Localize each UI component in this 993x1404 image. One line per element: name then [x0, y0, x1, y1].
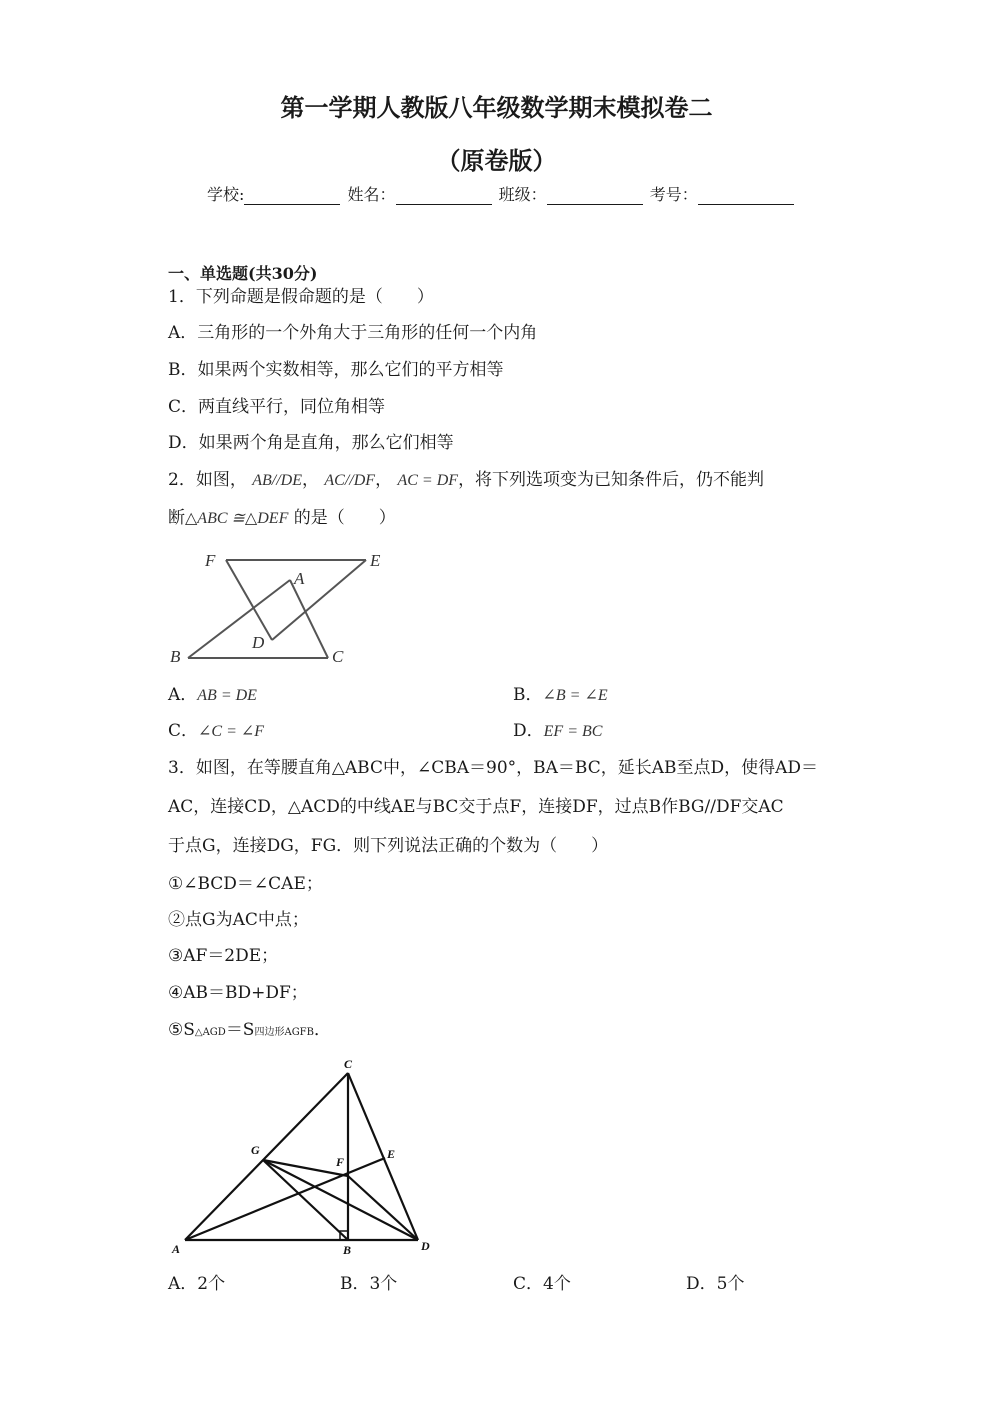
q3-option-a: A．2个	[168, 1274, 226, 1294]
q2-condition-1: AB//DE	[252, 472, 302, 489]
q3-s5-mid: ＝S	[225, 1020, 255, 1040]
q3-s5-sub1: △AGD	[194, 1027, 226, 1038]
q3-statement-2: ②点G为AC中点；	[168, 910, 309, 930]
segment-de	[272, 560, 366, 640]
label-g: G	[251, 1143, 260, 1157]
q3-line3: 于点G，连接DG，FG．则下列说法正确的个数为（ ）	[168, 836, 609, 856]
q1-stem: 1．下列命题是假命题的是（ ）	[168, 287, 434, 307]
label-f: F	[336, 1155, 345, 1169]
q1-option-c: C．两直线平行，同位角相等	[168, 397, 386, 417]
label-f: F	[205, 551, 216, 570]
q3-statement-3: ③AF＝2DE；	[168, 946, 279, 966]
school-blank[interactable]	[244, 186, 340, 205]
q2-line2	[168, 508, 396, 529]
q2-line1-text-b: ，将下列选项变为已知条件后，仍不能判	[458, 470, 765, 490]
q2-line1: 2．如图， AB//DE， AC//DF， AC = DF，将下列选项变为已知条件后，仍不能判	[168, 470, 765, 490]
q3-line2: AC，连接CD，△ACD的中线AE与BC交于点F，连接DF，过点B作BG//DF交AC	[168, 797, 784, 817]
q2-line2-text-a: 断	[168, 508, 185, 528]
segment-gd	[263, 1160, 418, 1240]
q3-option-b: B．3个	[340, 1274, 398, 1294]
school-label: 学校:	[207, 185, 245, 204]
q2-line1-text-a: 2．如图，	[168, 470, 247, 490]
page-title: 第一学期人教版八年级数学期末模拟卷二	[280, 93, 713, 122]
label-b: B	[170, 647, 181, 666]
q2-option-a	[168, 685, 257, 706]
q2-option-d-math: EF = BC	[543, 723, 603, 740]
exam-number-blank[interactable]	[698, 186, 794, 205]
section-heading: 一、单选题(共30分)	[168, 264, 318, 283]
q2-option-b-math: ∠B = ∠E	[542, 687, 608, 704]
q2-congruence: △ABC ≅△DEF	[185, 510, 289, 527]
segment-ac	[185, 1073, 348, 1240]
q1-option-d: D．如果两个角是直角，那么它们相等	[168, 433, 454, 453]
page-subtitle: （原卷版）	[436, 146, 557, 175]
q3-figure	[160, 1050, 450, 1260]
label-e: E	[387, 1147, 396, 1161]
q1-option-b: B．如果两个实数相等，那么它们的平方相等	[168, 360, 504, 380]
q2-option-c	[168, 721, 264, 742]
q2-option-a-math: AB = DE	[197, 687, 257, 704]
label-d: D	[421, 1239, 430, 1253]
q2-condition-2: AC//DF	[324, 472, 376, 489]
q3-s5-end: ．	[313, 1020, 331, 1040]
q2-figure	[160, 540, 400, 670]
name-label: 姓名：	[347, 185, 396, 204]
class-blank[interactable]	[547, 186, 643, 205]
segment-ba	[188, 580, 290, 658]
label-c: C	[344, 1057, 353, 1071]
class-label: 班级：	[498, 185, 547, 204]
label-c: C	[332, 647, 344, 666]
q3-s5-sub2: 四边形AGFB	[254, 1027, 314, 1038]
q3-statement-1: ①∠BCD＝∠CAE；	[168, 874, 323, 894]
segment-fd	[348, 1176, 418, 1240]
q3-option-d: D．5个	[686, 1274, 745, 1294]
q2-option-d	[513, 721, 602, 742]
exam-number-label: 考号：	[649, 185, 698, 204]
q2-option-b-letter: B．	[513, 685, 543, 705]
label-a: A	[172, 1242, 181, 1256]
q3-option-c: C．4个	[513, 1274, 571, 1294]
q3-line1: 3．如图，在等腰直角△ABC中，∠CBA＝90°，BA＝BC，延长AB至点D，使得AD＝	[168, 758, 819, 778]
label-d: D	[252, 633, 265, 652]
name-blank[interactable]	[396, 186, 492, 205]
label-a: A	[294, 569, 305, 588]
q3-s5-prefix: ⑤S	[168, 1020, 195, 1040]
q1-option-a: A．三角形的一个外角大于三角形的任何一个内角	[168, 323, 538, 343]
q3-statement-4: ④AB＝BD+DF；	[168, 983, 308, 1003]
segment-cd	[348, 1073, 418, 1240]
q2-option-d-letter: D．	[513, 721, 544, 741]
label-b: B	[343, 1243, 352, 1257]
segment-gb	[263, 1160, 348, 1240]
label-e: E	[370, 551, 381, 570]
q3-statement-5	[168, 1020, 331, 1043]
q2-option-c-letter: C．	[168, 721, 199, 741]
q2-option-b	[513, 685, 608, 706]
q2-option-c-math: ∠C = ∠F	[198, 723, 265, 740]
student-info-row	[207, 182, 796, 205]
q2-condition-3: AC = DF	[397, 472, 459, 489]
q2-line2-text-b: 的是（ ）	[293, 508, 396, 528]
q2-option-a-letter: A．	[168, 685, 198, 705]
